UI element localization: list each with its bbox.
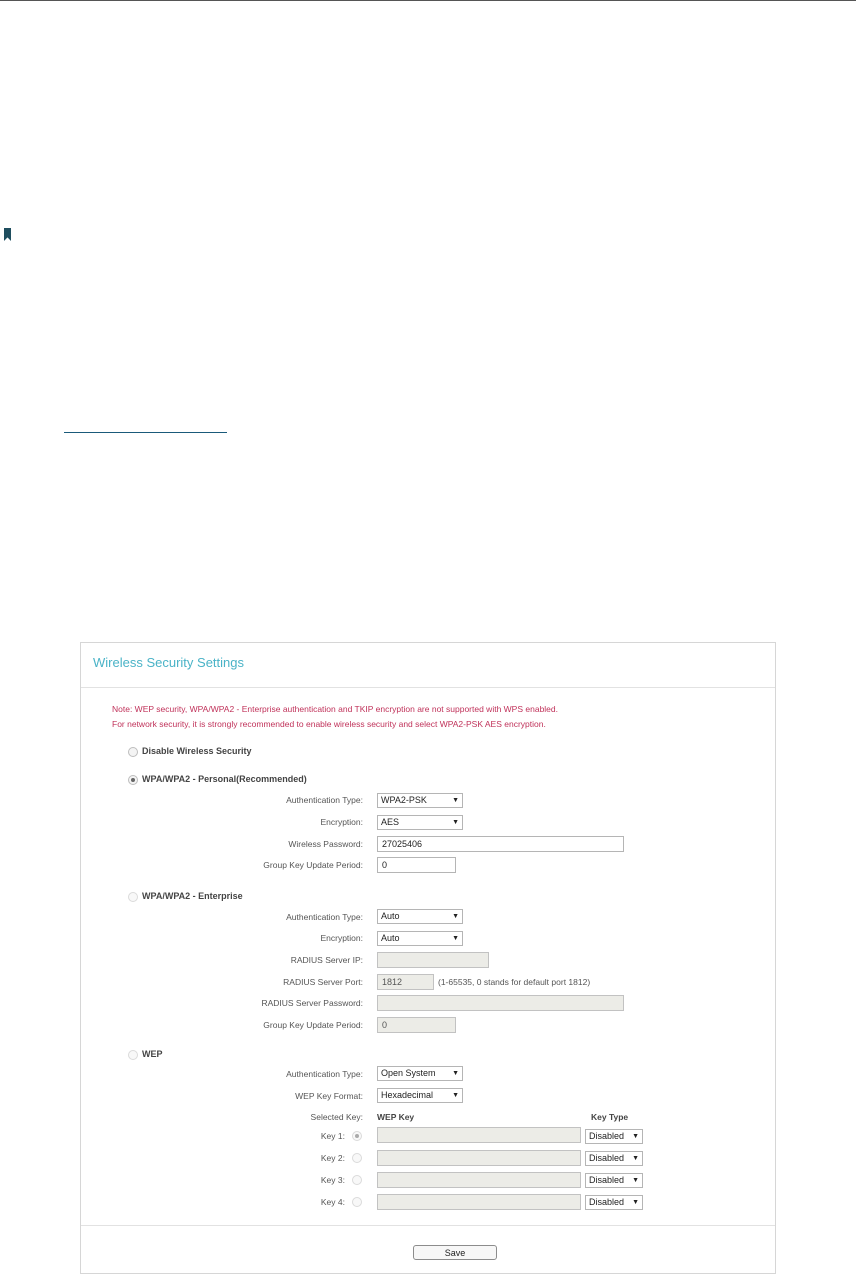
key-1-type-value: Disabled — [589, 1131, 625, 1141]
chevron-down-icon: ▼ — [452, 1070, 459, 1077]
key-4-label: Key 4: — [320, 1197, 345, 1207]
enterprise-encryption-value: Auto — [381, 933, 400, 943]
wep-key-format-label: WEP Key Format: — [295, 1091, 363, 1101]
chevron-down-icon: ▼ — [452, 819, 459, 826]
radius-password-label: RADIUS Server Password: — [261, 998, 363, 1008]
personal-encryption-value: AES — [381, 817, 400, 827]
wpa-personal-label: WPA/WPA2 - Personal(Recommended) — [142, 774, 307, 784]
key-1-type-select[interactable] — [585, 1129, 643, 1144]
chevron-down-icon: ▼ — [452, 913, 459, 920]
disable-security-label: Disable Wireless Security — [142, 746, 252, 756]
chevron-down-icon: ▼ — [632, 1133, 639, 1140]
chevron-down-icon: ▼ — [632, 1177, 639, 1184]
radius-ip-input[interactable] — [377, 952, 489, 968]
key-2-type-value: Disabled — [589, 1153, 625, 1163]
key-1-input[interactable] — [377, 1127, 581, 1143]
panel-title: Wireless Security Settings — [93, 655, 244, 670]
enterprise-group-key-input[interactable]: 0 — [377, 1017, 456, 1033]
wpa-enterprise-label: WPA/WPA2 - Enterprise — [142, 891, 243, 901]
key-4-radio[interactable] — [352, 1197, 362, 1207]
enterprise-auth-type-select[interactable] — [377, 909, 463, 924]
chevron-down-icon: ▼ — [452, 935, 459, 942]
bookmark-icon — [4, 228, 11, 241]
wep-key-column-header: WEP Key — [377, 1112, 415, 1122]
panel-divider — [81, 687, 775, 688]
radius-port-input[interactable]: 1812 — [377, 974, 434, 990]
key-2-radio[interactable] — [352, 1153, 362, 1163]
page-top-rule — [0, 0, 856, 1]
wep-radio[interactable] — [128, 1050, 138, 1060]
key-3-type-select[interactable] — [585, 1173, 643, 1188]
personal-group-key-label: Group Key Update Period: — [263, 860, 363, 870]
chevron-down-icon: ▼ — [632, 1199, 639, 1206]
personal-auth-type-label: Authentication Type: — [286, 795, 363, 805]
enterprise-encryption-label: Encryption: — [320, 933, 363, 943]
wpa-enterprise-radio[interactable] — [128, 892, 138, 902]
wps-note: Note: WEP security, WPA/WPA2 - Enterprise authentication and TKIP encryption are not supported with WPS enabled. — [112, 704, 558, 714]
save-button[interactable]: Save — [413, 1245, 497, 1260]
key-2-type-select[interactable] — [585, 1151, 643, 1166]
panel-footer-divider — [81, 1225, 775, 1226]
wep-label: WEP — [142, 1049, 163, 1059]
enterprise-group-key-label: Group Key Update Period: — [263, 1020, 363, 1030]
wireless-security-panel — [80, 642, 776, 1274]
personal-encryption-select[interactable] — [377, 815, 463, 830]
wireless-password-input[interactable]: 27025406 — [377, 836, 624, 852]
selected-key-label: Selected Key: — [310, 1112, 363, 1122]
wep-auth-type-label: Authentication Type: — [286, 1069, 363, 1079]
key-1-radio[interactable] — [352, 1131, 362, 1141]
disable-security-radio[interactable] — [128, 747, 138, 757]
key-type-column-header: Key Type — [591, 1112, 629, 1122]
personal-auth-type-select[interactable] — [377, 793, 463, 808]
key-4-input[interactable] — [377, 1194, 581, 1210]
key-3-type-value: Disabled — [589, 1175, 625, 1185]
enterprise-encryption-select[interactable] — [377, 931, 463, 946]
wep-key-format-select[interactable] — [377, 1088, 463, 1103]
key-3-radio[interactable] — [352, 1175, 362, 1185]
key-3-label: Key 3: — [320, 1175, 345, 1185]
personal-auth-type-value: WPA2-PSK — [381, 795, 427, 805]
chevron-down-icon: ▼ — [452, 1092, 459, 1099]
key-3-input[interactable] — [377, 1172, 581, 1188]
key-1-label: Key 1: — [320, 1131, 345, 1141]
key-2-input[interactable] — [377, 1150, 581, 1166]
key-2-label: Key 2: — [320, 1153, 345, 1163]
chevron-down-icon: ▼ — [452, 797, 459, 804]
enterprise-auth-type-label: Authentication Type: — [286, 912, 363, 922]
radius-password-input[interactable] — [377, 995, 624, 1011]
wep-auth-type-value: Open System — [381, 1068, 436, 1078]
radius-port-hint: (1-65535, 0 stands for default port 1812) — [438, 977, 591, 987]
wep-auth-type-select[interactable] — [377, 1066, 463, 1081]
key-4-type-select[interactable] — [585, 1195, 643, 1210]
wpa-personal-radio[interactable] — [128, 775, 138, 785]
chevron-down-icon: ▼ — [632, 1155, 639, 1162]
wireless-password-label: Wireless Password: — [288, 839, 363, 849]
personal-group-key-input[interactable]: 0 — [377, 857, 456, 873]
wep-key-format-value: Hexadecimal — [381, 1090, 434, 1100]
link-underline — [64, 432, 227, 433]
personal-encryption-label: Encryption: — [320, 817, 363, 827]
radius-ip-label: RADIUS Server IP: — [290, 955, 363, 965]
radius-port-label: RADIUS Server Port: — [283, 977, 363, 987]
security-recommendation-note: For network security, it is strongly recommended to enable wireless security and select WPA2-PSK AES encryption. — [112, 719, 546, 729]
key-4-type-value: Disabled — [589, 1197, 625, 1207]
enterprise-auth-type-value: Auto — [381, 911, 400, 921]
